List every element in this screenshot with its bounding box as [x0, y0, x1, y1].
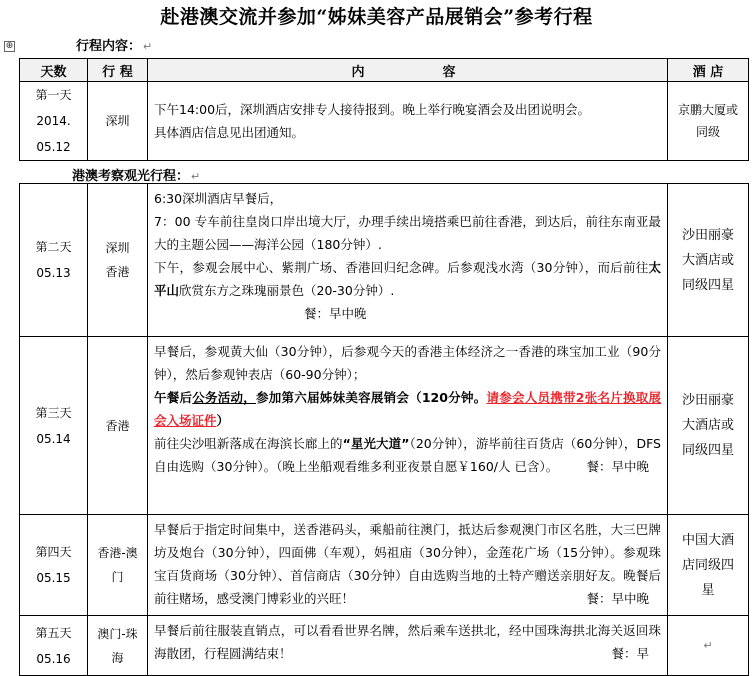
day2-hotel: 沙田丽豪 大酒店或 同级四星 — [668, 184, 749, 337]
day2-highlight: 太平山 — [154, 260, 661, 298]
header-itinerary: 行 程 — [88, 59, 148, 82]
day4-cell: 第四天 05.15 — [20, 515, 88, 616]
day4-location: 香港-澳 门 — [88, 515, 148, 616]
table-move-handle-icon[interactable]: ⊕ — [5, 41, 14, 51]
header-content: 内容 — [148, 59, 668, 82]
day5-cell: 第五天 05.16 — [20, 616, 88, 676]
itinerary-table-1 — [19, 58, 749, 161]
section-heading-tour: 港澳考察观光行程： ↵ — [72, 169, 201, 184]
table-row-day2 — [20, 184, 749, 337]
header-day: 天数 — [20, 59, 88, 82]
day1-location: 深圳 — [88, 82, 148, 161]
table-row-day1 — [20, 82, 749, 161]
section-heading-itinerary: 行程内容： ↵ — [76, 39, 153, 54]
day2-cell: 第二天 05.13 — [20, 184, 88, 337]
day3-content: 早餐后，参观黄大仙（30分钟），后参观今天的香港主体经济之一香港的珠宝加工业（90分钟），然后参观钟表店（60-90分钟）； 午餐后公务活动，参加第六届姊妹美容展销会（120分钟。请参会人员携带2张名片换取展会入场证件） 前往尖沙咀新落成在海滨长廊上的“星光大道”（20分钟），游毕前往百货店（60分钟），DFS自由选购（30分钟）。（晚上坐船观看维多利亚夜景自愿￥160/人 已含）。 餐：早中晚 — [148, 337, 668, 515]
day3-hotel: 沙田丽豪 大酒店或 同级四星 — [668, 337, 749, 515]
day2-content: 6:30深圳酒店早餐后， 7：00 专车前往皇岗口岸出境大厅，办理手续出境搭乘巴前往香港，到达后，前往东南亚最大的主题公园——海洋公园（180分钟）. 下午，参观会展中心、紫荆广场、香港回归纪念碑。后参观浅水湾（30分钟），而后前往太平山欣赏东方之珠瑰丽景色（20-30分钟）. 餐：早中晚 — [148, 184, 668, 337]
day5-content: 早餐后前往服装直销点，可以看看世界名牌，然后乘车送拱北，经中国珠海拱北海关返回珠海散团，行程圆满结束！ 餐：早 — [148, 616, 668, 676]
day5-hotel: ↵ — [668, 616, 749, 676]
day2-meal: 餐：早中晚 — [304, 306, 367, 321]
day1-content: 下午14:00后，深圳酒店安排专人接待报到。晚上举行晚宴酒会及出团说明会。 具体酒店信息见出团通知。 — [148, 82, 668, 161]
table-row-day3 — [20, 337, 749, 515]
table-row-day4 — [20, 515, 749, 616]
page-title: 赴港澳交流并参加“姊妹美容产品展销会”参考行程 — [160, 6, 593, 28]
day5-location: 澳门-珠 海 — [88, 616, 148, 676]
header-hotel: 酒 店 — [668, 59, 749, 82]
day4-content: 早餐后于指定时间集中，送香港码头，乘船前往澳门，抵达后参观澳门市区名胜，大三巴牌坊及炮台（30分钟），四面佛（车观），妈祖庙（30分钟），金莲花广场（15分钟）。参观珠宝百货商场（30分钟）、首信商店（30分钟）自由选购当地的土特产赠送亲朋好友。晚餐后前往赌场，感受澳门博彩业的兴旺！ 餐：早中晚 — [148, 515, 668, 616]
table-row-day5 — [20, 616, 749, 676]
day1-hotel: 京鹏大厦或 同级 — [668, 82, 749, 161]
day4-hotel: 中国大酒 店同级四 星 — [668, 515, 749, 616]
day2-location: 深圳 香港 — [88, 184, 148, 337]
day3-meal: 餐：早中晚 — [586, 459, 649, 474]
day4-meal: 餐：早中晚 — [586, 591, 649, 606]
day3-cell: 第三天 05.14 — [20, 337, 88, 515]
day3-location: 香港 — [88, 337, 148, 515]
itinerary-table-2 — [19, 183, 749, 676]
day3-notice: 请参会人员携带2张名片换取展会入场证件 — [154, 390, 661, 428]
table-header-row — [20, 59, 749, 82]
day1-cell: 第一天 2014. 05.12 — [20, 82, 88, 161]
day5-meal: 餐：早 — [611, 646, 649, 661]
